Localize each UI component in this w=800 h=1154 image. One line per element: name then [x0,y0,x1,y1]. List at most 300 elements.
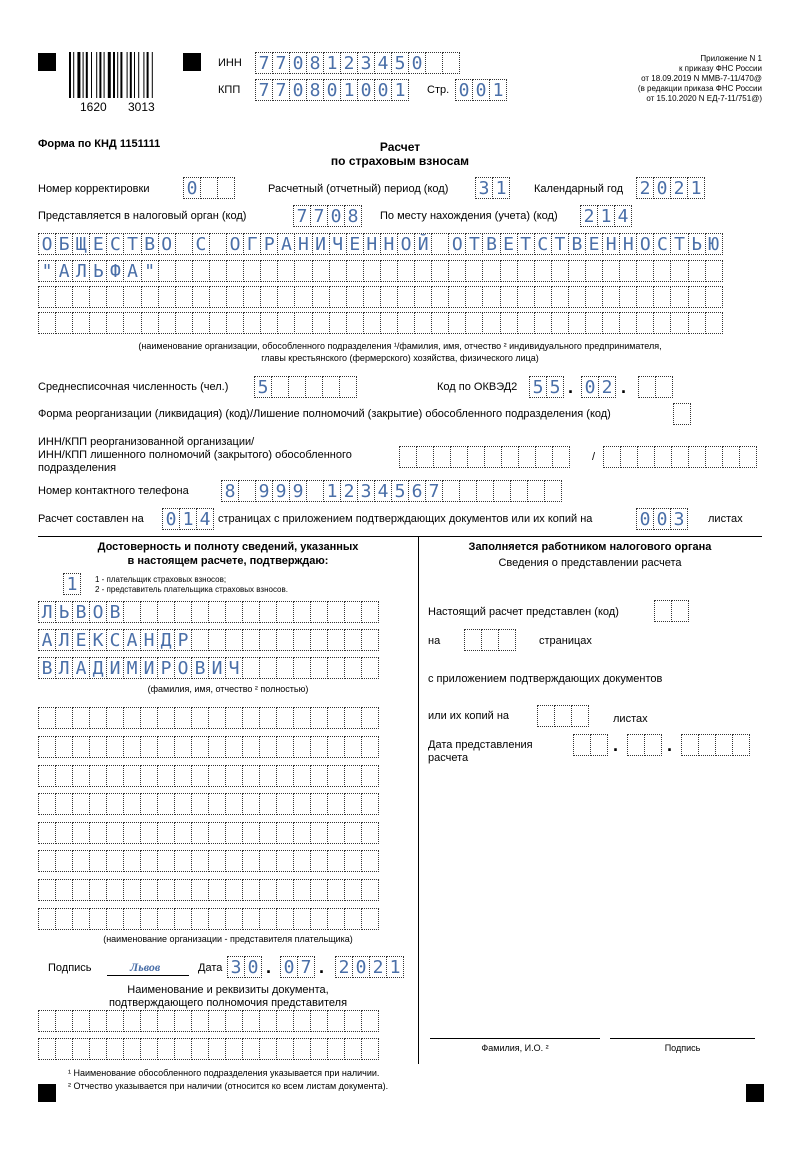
input-cell[interactable] [72,908,90,930]
input-cell[interactable]: Ь [55,601,73,623]
input-cell[interactable] [344,657,362,679]
input-cell[interactable] [242,736,260,758]
input-cell[interactable] [344,879,362,901]
input-cell[interactable] [38,850,56,872]
input-cell[interactable] [361,707,379,729]
input-cell[interactable]: 0 [244,956,262,978]
input-cell[interactable] [544,480,562,502]
input-cell[interactable] [465,260,483,282]
input-cell[interactable] [259,822,277,844]
input-cell[interactable] [238,480,256,502]
input-cell[interactable]: Р [174,629,192,651]
input-cell[interactable] [158,286,176,308]
input-cell[interactable] [209,312,227,334]
input-cell[interactable] [140,879,158,901]
input-cell[interactable]: 8 [306,52,324,74]
input-cell[interactable] [191,707,209,729]
input-cell[interactable] [259,1010,277,1032]
input-cell[interactable] [688,286,706,308]
rep-row-1[interactable] [38,707,378,729]
input-cell[interactable] [293,657,311,679]
input-cell[interactable] [89,736,107,758]
input-cell[interactable]: 8 [221,480,239,502]
input-cell[interactable] [123,822,141,844]
input-cell[interactable]: Ф [106,260,124,282]
input-cell[interactable] [55,736,73,758]
input-cell[interactable] [636,312,654,334]
input-cell[interactable] [157,765,175,787]
input-cell[interactable] [277,286,295,308]
input-cell[interactable] [380,260,398,282]
input-cell[interactable] [293,793,311,815]
input-cell[interactable]: Н [363,233,381,255]
input-cell[interactable] [361,908,379,930]
input-cell[interactable] [89,908,107,930]
input-cell[interactable]: 9 [289,480,307,502]
input-cell[interactable] [208,1038,226,1060]
input-cell[interactable] [739,446,757,468]
input-cell[interactable] [72,312,90,334]
input-cell[interactable] [106,286,124,308]
input-cell[interactable]: Т [551,233,569,255]
input-cell[interactable] [293,822,311,844]
input-cell[interactable] [89,312,107,334]
input-cell[interactable] [259,1038,277,1060]
input-cell[interactable] [72,1010,90,1032]
input-cell[interactable]: О [636,233,654,255]
input-cell[interactable]: 5 [546,376,564,398]
sheets-cells[interactable] [636,508,687,530]
input-cell[interactable]: Е [72,629,90,651]
input-cell[interactable] [500,312,518,334]
input-cell[interactable] [467,446,485,468]
fio-row-2[interactable] [38,629,378,651]
rep-row-4[interactable] [38,793,378,815]
doc-row-2[interactable] [38,1038,378,1060]
input-cell[interactable]: Ч [329,233,347,255]
input-cell[interactable] [619,312,637,334]
input-cell[interactable] [225,908,243,930]
input-cell[interactable]: 0 [280,956,298,978]
input-cell[interactable] [344,629,362,651]
input-cell[interactable] [175,286,193,308]
input-cell[interactable]: О [174,657,192,679]
input-cell[interactable] [310,908,328,930]
input-cell[interactable] [585,312,603,334]
input-cell[interactable] [361,736,379,758]
input-cell[interactable] [498,629,516,651]
input-cell[interactable] [89,879,107,901]
input-cell[interactable]: 4 [374,52,392,74]
input-cell[interactable] [327,707,345,729]
input-cell[interactable]: О [38,233,56,255]
input-cell[interactable] [260,312,278,334]
input-cell[interactable] [191,765,209,787]
input-cell[interactable] [602,312,620,334]
input-cell[interactable] [688,260,706,282]
tax-org-cells[interactable] [293,205,361,227]
input-cell[interactable] [346,286,364,308]
input-cell[interactable]: Б [55,233,73,255]
input-cell[interactable] [310,793,328,815]
input-cell[interactable] [106,822,124,844]
input-cell[interactable] [329,286,347,308]
input-cell[interactable] [72,850,90,872]
input-cell[interactable] [242,765,260,787]
input-cell[interactable] [568,286,586,308]
input-cell[interactable] [276,822,294,844]
input-cell[interactable] [55,793,73,815]
input-cell[interactable]: Е [585,233,603,255]
input-cell[interactable] [140,707,158,729]
input-cell[interactable] [175,233,193,255]
right-date-day[interactable] [573,734,607,756]
input-cell[interactable] [277,312,295,334]
input-cell[interactable] [175,312,193,334]
input-cell[interactable] [482,312,500,334]
input-cell[interactable] [158,260,176,282]
input-cell[interactable] [174,850,192,872]
input-cell[interactable] [242,822,260,844]
input-cell[interactable]: К [89,629,107,651]
input-cell[interactable] [123,765,141,787]
input-cell[interactable] [705,312,723,334]
phone-cells[interactable] [221,480,561,502]
input-cell[interactable] [517,260,535,282]
input-cell[interactable] [399,446,417,468]
input-cell[interactable] [361,601,379,623]
input-cell[interactable] [671,600,689,622]
date-month-cells[interactable] [280,956,314,978]
input-cell[interactable] [722,446,740,468]
input-cell[interactable] [654,600,672,622]
input-cell[interactable] [242,657,260,679]
input-cell[interactable]: 0 [352,956,370,978]
input-cell[interactable] [654,446,672,468]
input-cell[interactable]: 7 [272,79,290,101]
input-cell[interactable] [705,286,723,308]
right-pages-cells[interactable] [464,629,515,651]
input-cell[interactable] [310,1038,328,1060]
right-date-month[interactable] [627,734,661,756]
input-cell[interactable] [344,793,362,815]
input-cell[interactable] [344,707,362,729]
input-cell[interactable] [72,1038,90,1060]
input-cell[interactable] [123,908,141,930]
input-cell[interactable]: С [106,233,124,255]
input-cell[interactable] [123,793,141,815]
input-cell[interactable] [208,736,226,758]
input-cell[interactable] [55,879,73,901]
input-cell[interactable]: 2 [340,480,358,502]
input-cell[interactable] [260,286,278,308]
input-cell[interactable]: Н [140,629,158,651]
input-cell[interactable]: Е [346,233,364,255]
headcount-cells[interactable] [254,376,356,398]
input-cell[interactable]: 0 [581,376,599,398]
input-cell[interactable] [705,446,723,468]
period-cells[interactable] [475,177,509,199]
input-cell[interactable]: Т [465,233,483,255]
input-cell[interactable] [55,286,73,308]
input-cell[interactable]: 2 [335,956,353,978]
input-cell[interactable] [310,629,328,651]
input-cell[interactable]: О [397,233,415,255]
input-cell[interactable] [89,1038,107,1060]
inn-cells[interactable] [255,52,459,74]
input-cell[interactable] [306,480,324,502]
input-cell[interactable] [688,446,706,468]
input-cell[interactable] [208,1010,226,1032]
input-cell[interactable] [260,260,278,282]
input-cell[interactable] [157,822,175,844]
input-cell[interactable] [242,1010,260,1032]
input-cell[interactable]: 1 [323,52,341,74]
input-cell[interactable] [242,629,260,651]
input-cell[interactable] [517,286,535,308]
input-cell[interactable]: 2 [369,956,387,978]
input-cell[interactable] [288,376,306,398]
input-cell[interactable]: 0 [653,177,671,199]
correction-cells[interactable] [183,177,234,199]
input-cell[interactable] [294,286,312,308]
input-cell[interactable]: 0 [289,52,307,74]
input-cell[interactable] [312,260,330,282]
input-cell[interactable] [140,793,158,815]
input-cell[interactable]: 7 [425,480,443,502]
input-cell[interactable] [346,312,364,334]
input-cell[interactable] [327,657,345,679]
input-cell[interactable] [140,1038,158,1060]
input-cell[interactable]: 5 [391,52,409,74]
input-cell[interactable]: 1 [492,177,510,199]
input-cell[interactable]: В [38,657,56,679]
input-cell[interactable] [217,177,235,199]
input-cell[interactable] [329,312,347,334]
input-cell[interactable] [493,480,511,502]
input-cell[interactable] [140,850,158,872]
input-cell[interactable]: Щ [72,233,90,255]
input-cell[interactable] [276,879,294,901]
input-cell[interactable] [346,260,364,282]
input-cell[interactable]: 0 [323,79,341,101]
input-cell[interactable] [157,601,175,623]
input-cell[interactable] [191,879,209,901]
input-cell[interactable] [38,286,56,308]
input-cell[interactable] [481,629,499,651]
input-cell[interactable] [327,879,345,901]
input-cell[interactable] [636,286,654,308]
input-cell[interactable] [534,286,552,308]
input-cell[interactable]: 2 [598,376,616,398]
input-cell[interactable]: И [106,657,124,679]
input-cell[interactable] [123,879,141,901]
input-cell[interactable] [482,260,500,282]
input-cell[interactable] [277,260,295,282]
input-cell[interactable] [141,312,159,334]
year-cells[interactable] [636,177,704,199]
input-cell[interactable] [259,657,277,679]
input-cell[interactable] [425,52,443,74]
input-cell[interactable]: " [141,260,159,282]
input-cell[interactable] [361,822,379,844]
input-cell[interactable] [89,286,107,308]
input-cell[interactable] [638,376,656,398]
input-cell[interactable] [174,1010,192,1032]
input-cell[interactable]: А [123,629,141,651]
input-cell[interactable] [38,908,56,930]
input-cell[interactable] [157,850,175,872]
input-cell[interactable] [397,312,415,334]
input-cell[interactable] [416,446,434,468]
input-cell[interactable] [568,312,586,334]
input-cell[interactable] [225,879,243,901]
input-cell[interactable]: В [72,601,90,623]
input-cell[interactable]: Д [157,629,175,651]
input-cell[interactable] [293,736,311,758]
input-cell[interactable] [361,793,379,815]
input-cell[interactable]: 3 [357,52,375,74]
rep-row-8[interactable] [38,908,378,930]
input-cell[interactable] [293,629,311,651]
input-cell[interactable] [501,446,519,468]
input-cell[interactable] [361,629,379,651]
copies-cells[interactable] [537,705,588,727]
input-cell[interactable] [276,850,294,872]
input-cell[interactable] [442,480,460,502]
input-cell[interactable] [310,765,328,787]
org-name-row-2[interactable] [38,260,722,282]
input-cell[interactable] [688,312,706,334]
input-cell[interactable] [55,312,73,334]
input-cell[interactable] [259,707,277,729]
input-cell[interactable] [344,601,362,623]
input-cell[interactable]: 0 [455,79,473,101]
input-cell[interactable] [174,822,192,844]
input-cell[interactable] [140,1010,158,1032]
input-cell[interactable] [106,707,124,729]
input-cell[interactable]: 5 [254,376,272,398]
input-cell[interactable] [293,601,311,623]
input-cell[interactable] [294,260,312,282]
input-cell[interactable] [339,376,357,398]
input-cell[interactable]: 4 [374,480,392,502]
input-cell[interactable] [208,629,226,651]
input-cell[interactable] [619,286,637,308]
input-cell[interactable]: 1 [386,956,404,978]
input-cell[interactable] [209,233,227,255]
input-cell[interactable]: 1 [323,480,341,502]
input-cell[interactable] [655,376,673,398]
input-cell[interactable]: В [191,657,209,679]
input-cell[interactable] [705,260,723,282]
input-cell[interactable] [157,879,175,901]
input-cell[interactable]: Т [670,233,688,255]
input-cell[interactable] [89,793,107,815]
input-cell[interactable] [276,629,294,651]
fio-row-1[interactable] [38,601,378,623]
input-cell[interactable] [310,657,328,679]
input-cell[interactable] [208,908,226,930]
input-cell[interactable] [500,260,518,282]
input-cell[interactable] [670,260,688,282]
input-cell[interactable] [243,286,261,308]
input-cell[interactable]: С [192,233,210,255]
input-cell[interactable]: А [55,260,73,282]
input-cell[interactable] [242,850,260,872]
input-cell[interactable] [174,707,192,729]
input-cell[interactable] [448,260,466,282]
input-cell[interactable]: С [534,233,552,255]
input-cell[interactable] [38,793,56,815]
input-cell[interactable] [106,312,124,334]
input-cell[interactable]: Р [260,233,278,255]
input-cell[interactable]: Ь [89,260,107,282]
input-cell[interactable] [431,312,449,334]
input-cell[interactable] [363,260,381,282]
input-cell[interactable] [329,260,347,282]
input-cell[interactable]: 3 [475,177,493,199]
input-cell[interactable] [293,908,311,930]
input-cell[interactable] [106,908,124,930]
input-cell[interactable] [276,1010,294,1032]
input-cell[interactable] [465,312,483,334]
input-cell[interactable]: Н [602,233,620,255]
input-cell[interactable] [276,736,294,758]
input-cell[interactable]: " [38,260,56,282]
input-cell[interactable] [208,822,226,844]
input-cell[interactable] [476,480,494,502]
input-cell[interactable] [191,629,209,651]
input-cell[interactable] [225,850,243,872]
input-cell[interactable] [363,286,381,308]
input-cell[interactable] [312,286,330,308]
pages-cells[interactable] [162,508,213,530]
input-cell[interactable]: 1 [340,79,358,101]
input-cell[interactable]: Л [55,657,73,679]
input-cell[interactable] [537,705,555,727]
input-cell[interactable] [327,822,345,844]
input-cell[interactable] [89,765,107,787]
input-cell[interactable] [192,286,210,308]
input-cell[interactable] [38,765,56,787]
input-cell[interactable] [140,822,158,844]
input-cell[interactable] [192,312,210,334]
input-cell[interactable] [208,601,226,623]
input-cell[interactable] [293,707,311,729]
input-cell[interactable] [55,765,73,787]
input-cell[interactable] [38,822,56,844]
input-cell[interactable] [158,312,176,334]
input-cell[interactable]: 1 [179,508,197,530]
input-cell[interactable] [89,822,107,844]
input-cell[interactable] [72,286,90,308]
input-cell[interactable]: О [226,233,244,255]
input-cell[interactable]: 0 [408,52,426,74]
input-cell[interactable] [293,765,311,787]
input-cell[interactable] [681,734,699,756]
input-cell[interactable] [327,765,345,787]
input-cell[interactable] [72,793,90,815]
input-cell[interactable] [208,850,226,872]
input-cell[interactable] [517,312,535,334]
input-cell[interactable] [106,879,124,901]
input-cell[interactable] [327,1010,345,1032]
input-cell[interactable] [259,908,277,930]
input-cell[interactable]: И [140,657,158,679]
reorg-kpp-cells[interactable] [603,446,756,468]
input-cell[interactable] [585,260,603,282]
